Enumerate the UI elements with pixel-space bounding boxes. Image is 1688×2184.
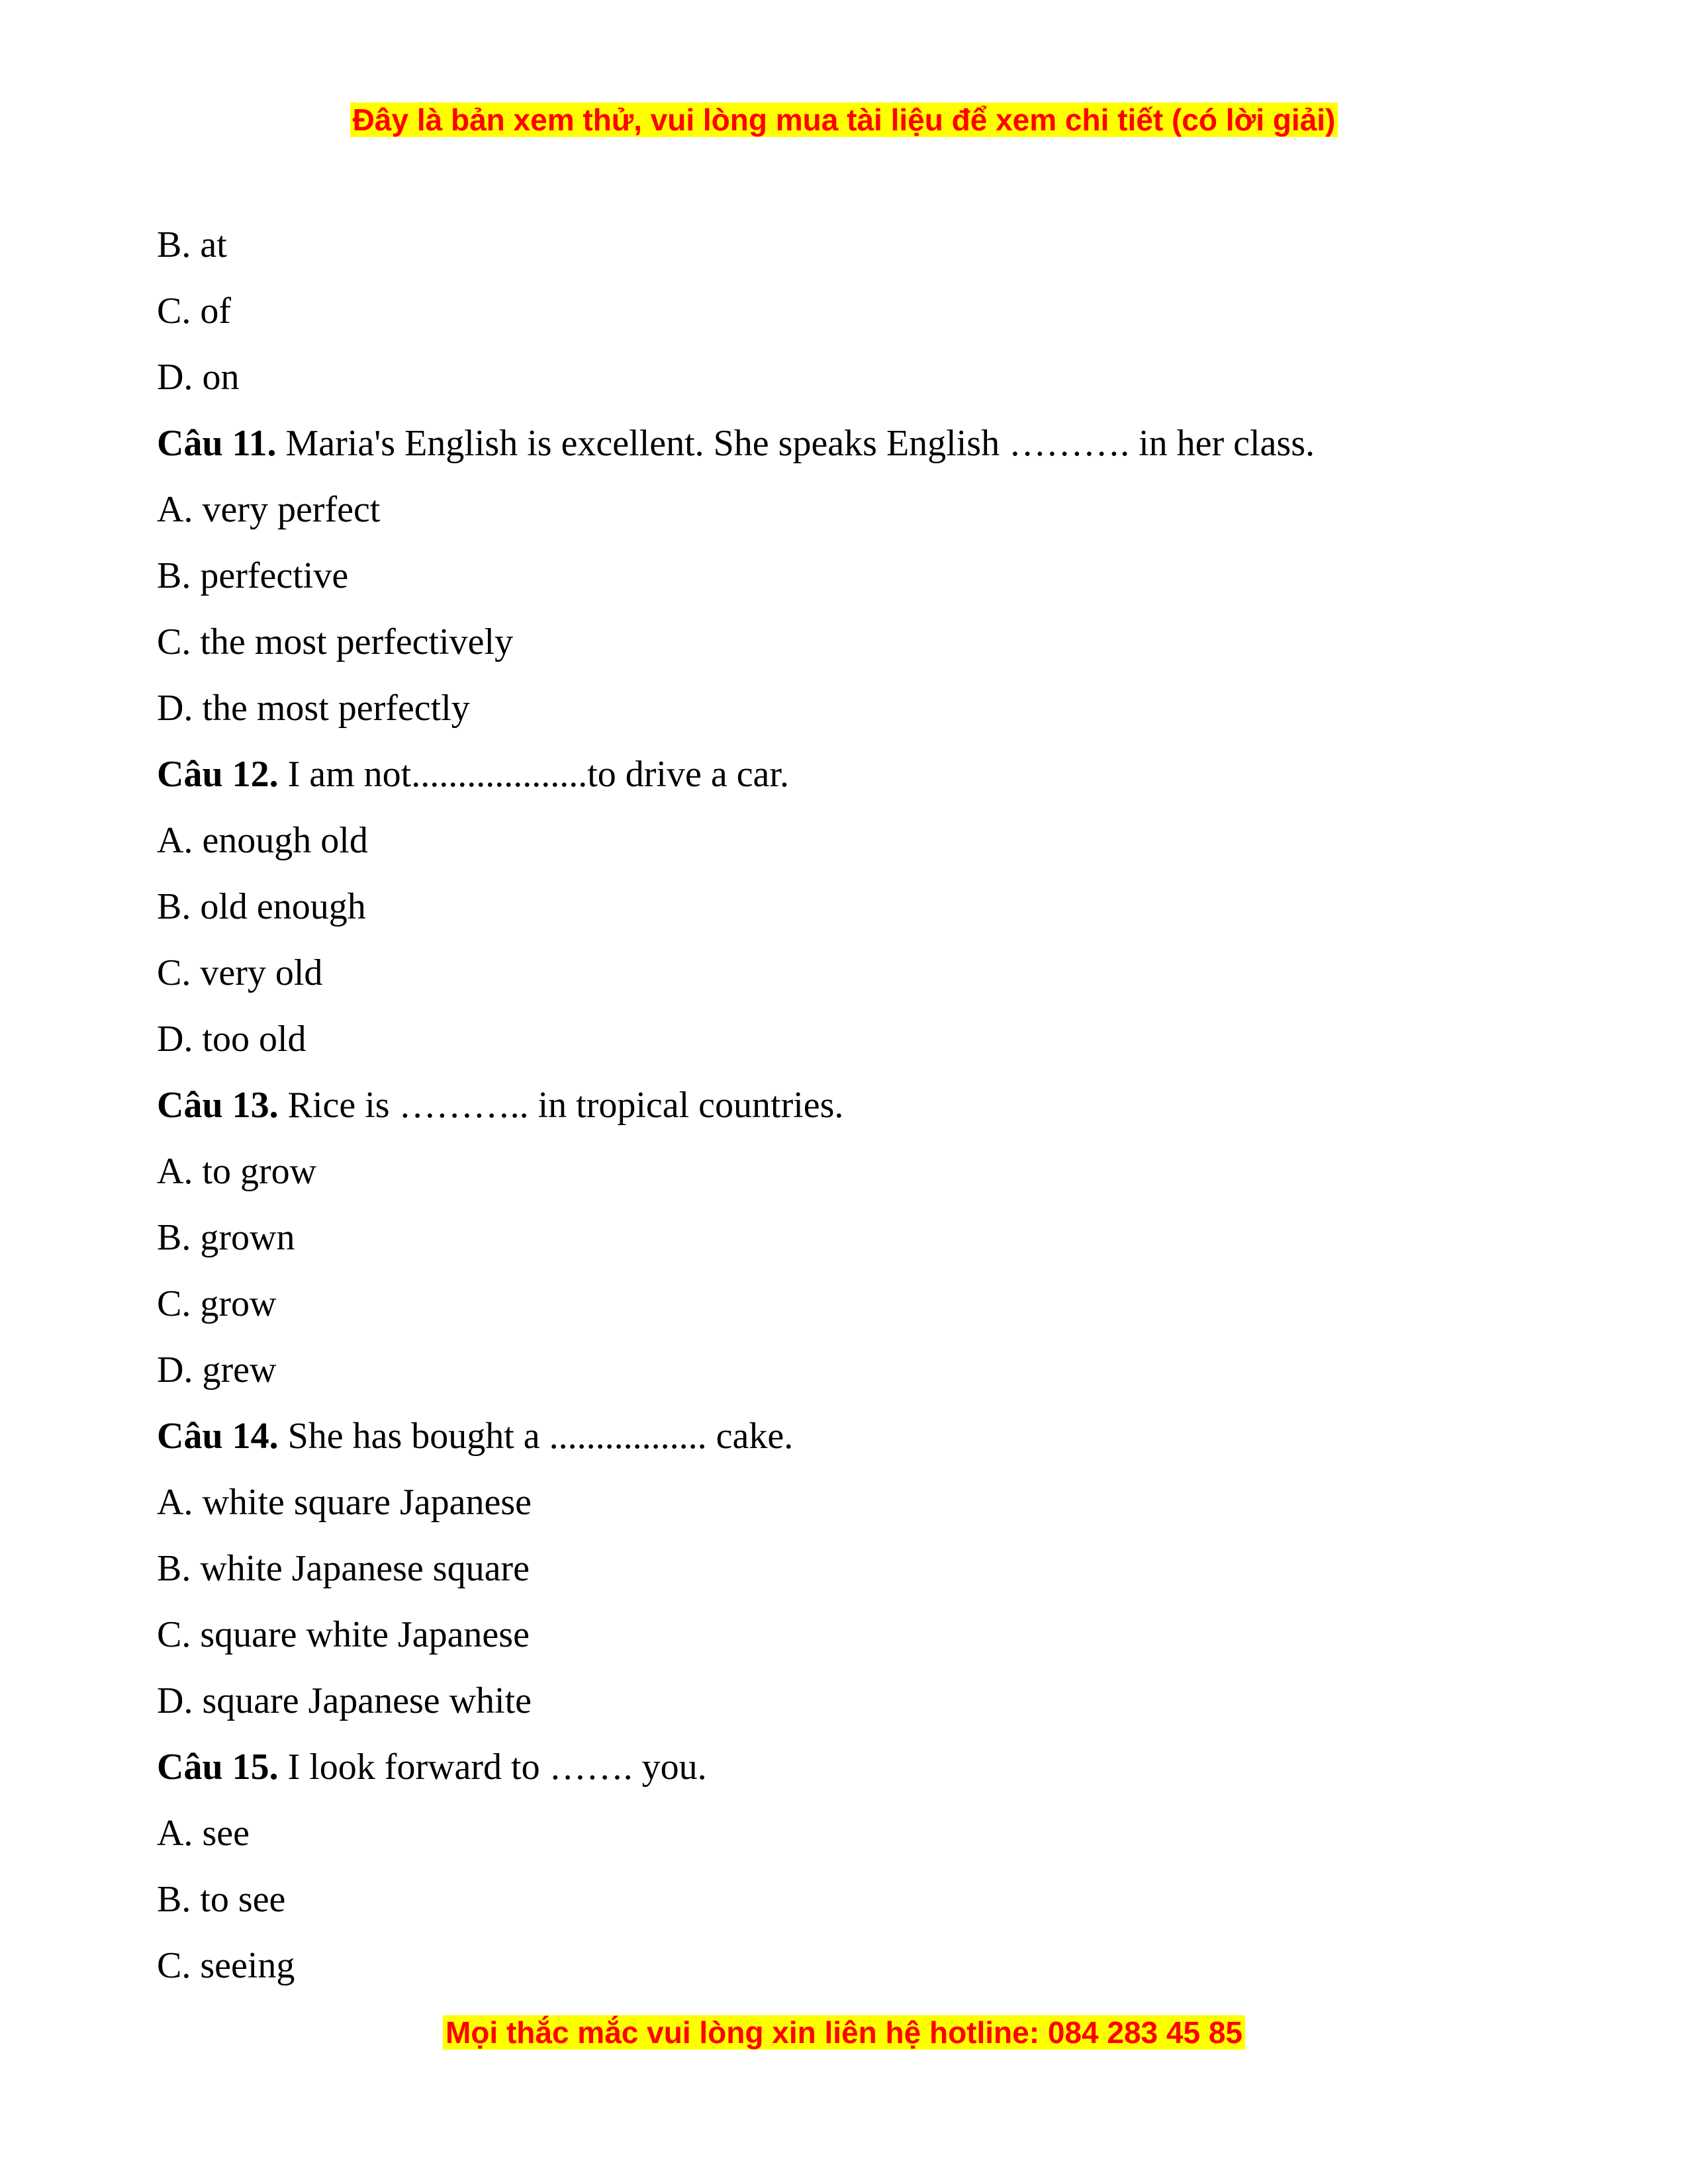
question-text: She has bought a ................. cake.	[278, 1416, 794, 1457]
option-line: B. grown	[157, 1217, 295, 1258]
option-line: B. to see	[157, 1879, 286, 1920]
option-line: C. of	[157, 291, 231, 332]
option-line: C. seeing	[157, 1945, 295, 1986]
document-body	[157, 212, 1547, 1999]
question-number: Câu 11.	[157, 423, 277, 464]
option-line: D. square Japanese white	[157, 1680, 532, 1721]
preview-notice-text: Đây là bản xem thử, vui lòng mua tài liệu để xem chi tiết (có lời giải)	[350, 103, 1338, 137]
hotline-notice-text: Mọi thắc mắc vui lòng xin liên hệ hotline: 084 283 45 85	[443, 2015, 1245, 2050]
option-line: A. to grow	[157, 1151, 317, 1192]
option-line: A. see	[157, 1813, 250, 1854]
question-number: Câu 12.	[157, 754, 279, 795]
option-line: B. perfective	[157, 555, 349, 596]
option-line: C. square white Japanese	[157, 1614, 530, 1655]
option-line: A. enough old	[157, 820, 368, 861]
question-15	[157, 1734, 1547, 1800]
question-number: Câu 13.	[157, 1085, 279, 1126]
option-line: B. white Japanese square	[157, 1548, 530, 1589]
question-number: Câu 14.	[157, 1416, 279, 1457]
question-14	[157, 1403, 1547, 1469]
option-line: C. very old	[157, 952, 323, 993]
option-line: D. too old	[157, 1019, 306, 1060]
option-line: A. very perfect	[157, 489, 381, 530]
option-line: B. old enough	[157, 886, 366, 927]
question-text: I am not...................to drive a car.	[278, 754, 789, 795]
question-11	[157, 410, 1547, 477]
option-line: B. at	[157, 224, 227, 265]
question-text: Maria's English is excellent. She speaks English ………. in her class.	[276, 423, 1315, 464]
option-line: A. white square Japanese	[157, 1482, 532, 1523]
question-number: Câu 15.	[157, 1747, 279, 1788]
option-line: C. grow	[157, 1283, 277, 1324]
preview-notice-banner	[0, 98, 1688, 142]
question-13	[157, 1072, 1547, 1138]
option-line: D. on	[157, 357, 240, 398]
option-line: D. the most perfectly	[157, 688, 470, 729]
question-text: Rice is ……….. in tropical countries.	[278, 1085, 844, 1126]
option-line: D. grew	[157, 1349, 277, 1390]
question-12	[157, 741, 1547, 807]
option-line: C. the most perfectively	[157, 621, 514, 662]
hotline-notice-banner	[0, 2011, 1688, 2054]
question-text: I look forward to ……. you.	[278, 1747, 707, 1788]
